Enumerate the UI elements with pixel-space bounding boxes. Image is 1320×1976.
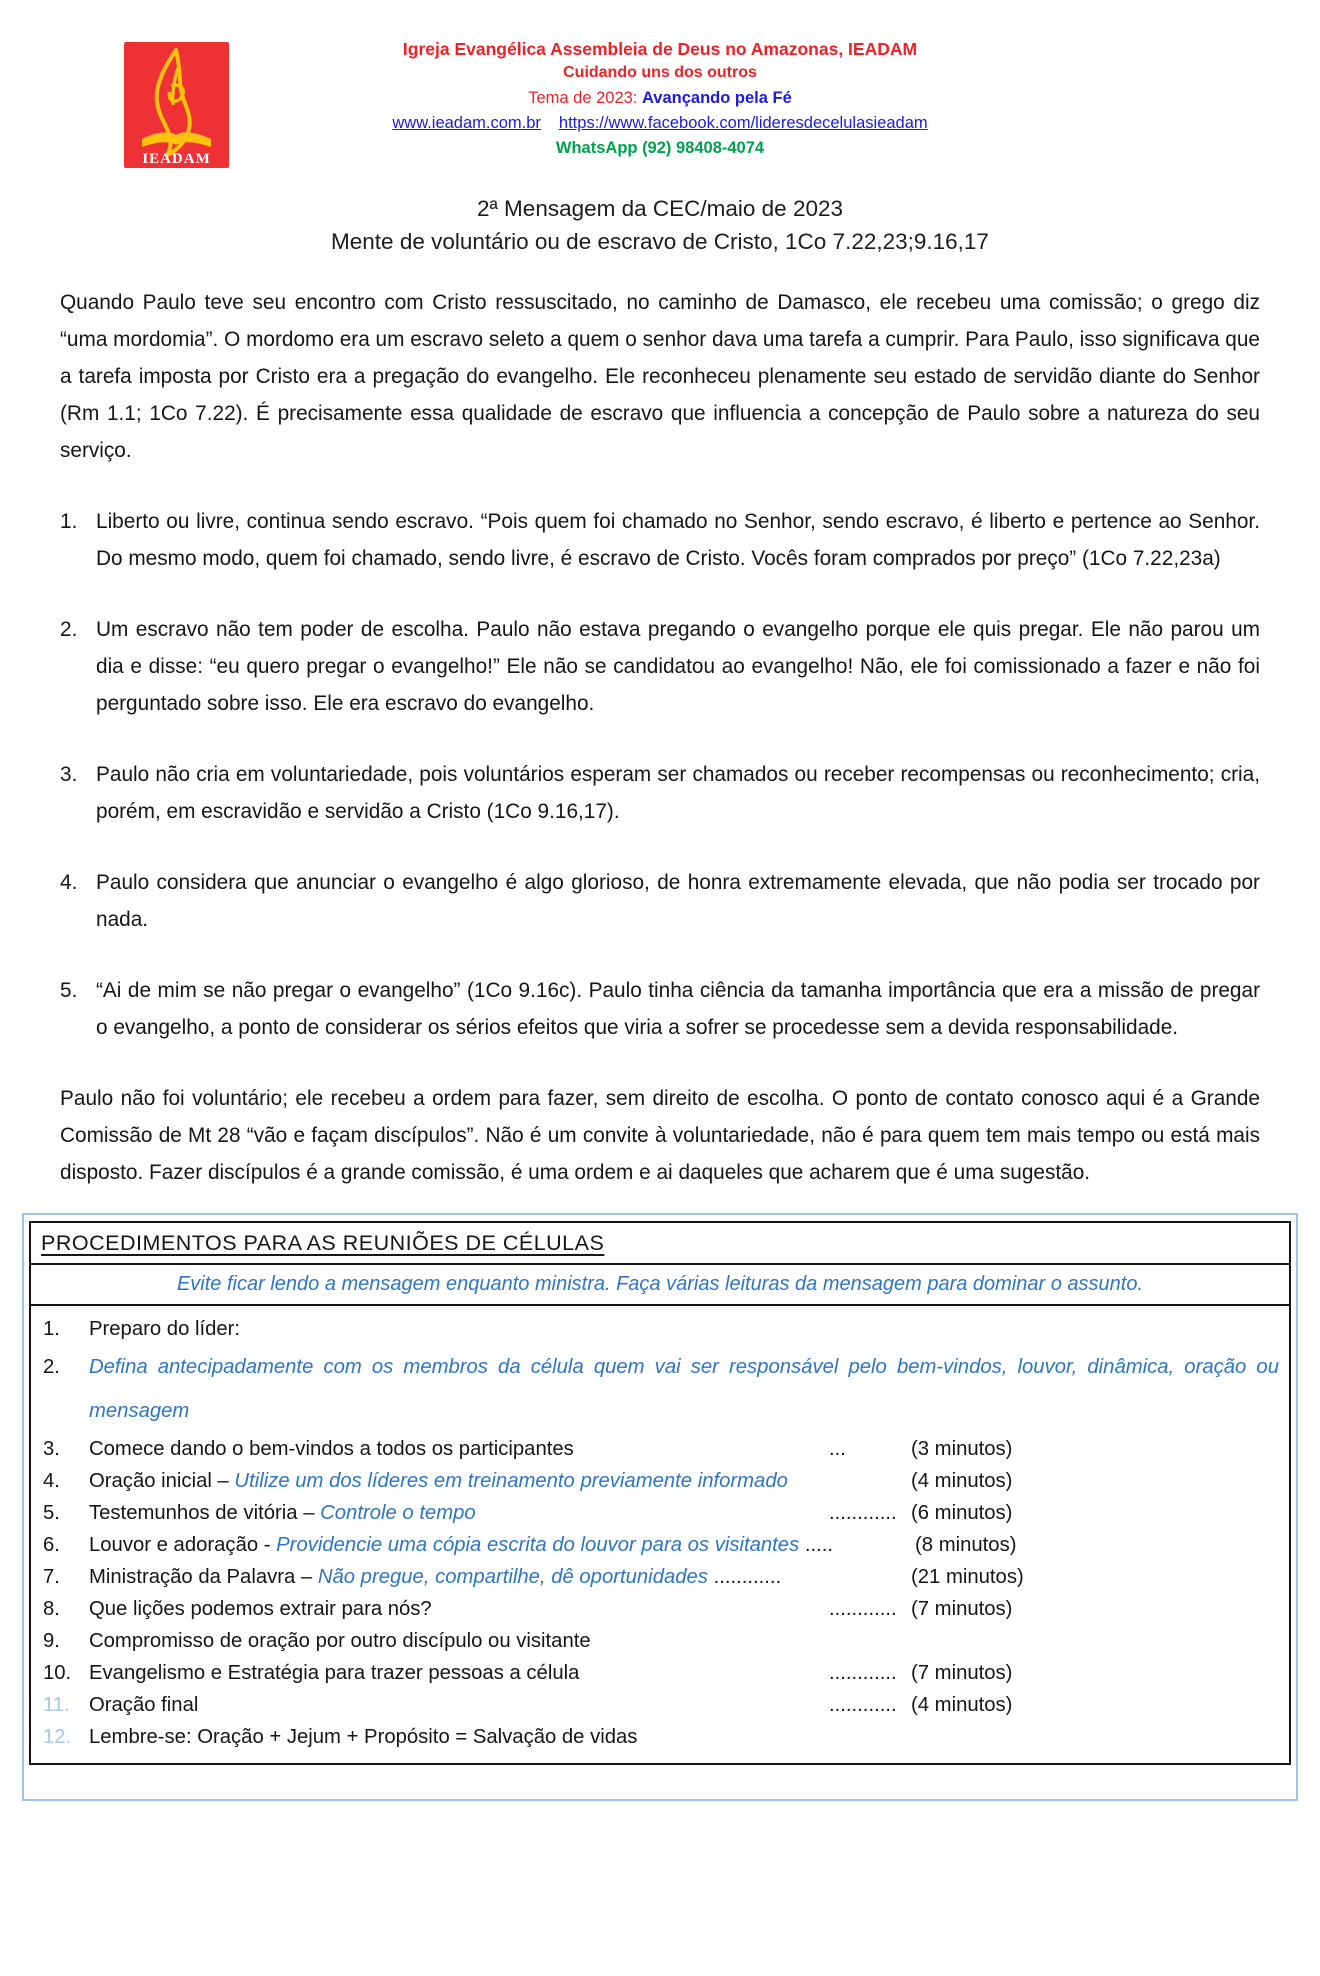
procedures-table <box>29 1221 1291 1765</box>
facebook-link[interactable]: https://www.facebook.com/lideresdecelulasieadam <box>558 114 928 132</box>
procedure-item <box>43 1345 1279 1433</box>
svg-text:IEADAM: IEADAM <box>142 151 211 167</box>
leader-dots: ............ <box>829 1598 897 1620</box>
procedure-text <box>89 1721 1279 1753</box>
procedure-item <box>43 1497 1279 1529</box>
procedure-text <box>89 1689 829 1721</box>
procedure-number: 12. <box>43 1726 72 1748</box>
procedure-note-blue: Utilize um dos líderes em treinamento previamente informado <box>234 1470 788 1492</box>
duration-label: (8 minutos) <box>915 1534 1017 1556</box>
duration-label: (3 minutos) <box>911 1438 1013 1460</box>
procedure-text-segment: Evangelismo e Estratégia para trazer pessoas a célula <box>89 1662 580 1684</box>
procedure-number: 5. <box>43 1502 60 1524</box>
procedure-text <box>89 1529 833 1561</box>
point-text: Um escravo não tem poder de escolha. Paulo não estava pregando o evangelho porque ele quis pregar. Ele não parou um dia e disse: “eu quero pregar o evangelho!” Ele não se candidatou ao evangelho! Não, ele foi comissionado a fazer e não foi perguntado sobre isso. Ele era escravo do evangelho. <box>96 618 1260 715</box>
procedure-number: 9. <box>43 1630 60 1652</box>
procedure-text <box>89 1593 829 1625</box>
procedure-item <box>43 1529 1279 1561</box>
point-number: 2. <box>60 618 78 641</box>
procedure-number: 3. <box>43 1438 60 1460</box>
procedure-text-segment: Lembre-se: Oração + Jejum + Propósito = Salvação de vidas <box>89 1726 638 1748</box>
procedure-number: 6. <box>43 1534 60 1556</box>
procedure-item <box>43 1657 1279 1689</box>
procedure-item <box>43 1433 1279 1465</box>
procedure-text-segment: Comece dando o bem-vindos a todos os participantes <box>89 1438 574 1460</box>
leader-dots: ............ <box>829 1694 897 1716</box>
procedure-text-segment: Testemunhos de vitória – <box>89 1502 321 1524</box>
website-link[interactable]: www.ieadam.com.br <box>392 114 541 132</box>
procedure-number: 8. <box>43 1598 60 1620</box>
ieadam-logo-graphic <box>124 42 229 168</box>
procedure-text <box>89 1313 1279 1345</box>
procedure-number: 1. <box>43 1318 60 1340</box>
point-number: 4. <box>60 871 78 894</box>
message-title: 2ª Mensagem da CEC/maio de 2023 <box>476 196 844 221</box>
message-subtitle: Mente de voluntário ou de escravo de Cristo, 1Co 7.22,23;9.16,17 <box>331 229 989 254</box>
point-number: 5. <box>60 979 78 1002</box>
leader-dots: ............ <box>829 1502 897 1524</box>
procedure-text-segment: Louvor e adoração - <box>89 1534 277 1556</box>
procedure-item <box>43 1313 1279 1345</box>
duration-label: (4 minutos) <box>911 1694 1013 1716</box>
procedure-text <box>89 1657 829 1689</box>
message-point <box>60 756 1260 830</box>
procedure-text-segment: Que lições podemos extrair para nós? <box>89 1598 432 1620</box>
theme-title: Avançando pela Fé <box>641 89 792 107</box>
procedures-list <box>31 1306 1289 1763</box>
procedure-text <box>89 1497 829 1529</box>
procedure-text-segment: ............ <box>707 1566 782 1588</box>
procedure-text-segment: Compromisso de oração por outro discípulo ou visitante <box>89 1630 591 1652</box>
procedure-number: 4. <box>43 1470 60 1492</box>
procedure-note-blue: Controle o tempo <box>320 1502 476 1524</box>
point-text: “Ai de mim se não pregar o evangelho” (1Co 9.16c). Paulo tinha ciência da tamanha importância que era a missão de pregar o evangelho, a ponto de considerar os sérios efeitos que viria a sofrer se procedesse sem a devida responsabilidade. <box>96 979 1260 1039</box>
procedure-text <box>89 1345 1279 1433</box>
message-point <box>60 864 1260 938</box>
procedure-text-segment: Preparo do líder: <box>89 1318 241 1340</box>
point-text: Paulo não cria em voluntariedade, pois voluntários esperam ser chamados ou receber recompensas ou reconhecimento; cria, porém, em escravidão e servidão a Cristo (1Co 9.16,17). <box>96 763 1260 823</box>
message-title-block <box>0 192 1320 258</box>
procedure-item <box>43 1465 1279 1497</box>
church-motto: Cuidando uns dos outros <box>563 64 757 81</box>
duration-label: (4 minutos) <box>911 1470 1013 1492</box>
procedure-number: 2. <box>43 1356 60 1378</box>
message-point <box>60 972 1260 1046</box>
church-header <box>0 0 1320 168</box>
point-text: Paulo considera que anunciar o evangelho é algo glorioso, de honra extremamente elevada, que não podia ser trocado por nada. <box>96 871 1260 931</box>
intro-paragraph: Quando Paulo teve seu encontro com Cristo ressuscitado, no caminho de Damasco, ele recebeu uma comissão; o grego diz “uma mordomia”. O mordomo era um escravo seleto a quem o senhor dava uma tarefa a cumprir. Para Paulo, isso significava que a tarefa imposta por Cristo era a pregação do evangelho. Ele reconheceu plenamente seu estado de servidão diante do Senhor (Rm 1.1; 1Co 7.22). É precisamente essa qualidade de escravo que influencia a concepção de Paulo sobre a natureza do seu serviço. <box>60 291 1260 462</box>
procedures-heading-text: PROCEDIMENTOS PARA AS REUNIÕES DE CÉLULAS <box>41 1231 605 1255</box>
procedure-text <box>89 1561 829 1593</box>
procedures-heading <box>31 1223 1289 1265</box>
procedure-number: 7. <box>43 1566 60 1588</box>
whatsapp-line: WhatsApp (92) 98408-4074 <box>555 139 765 157</box>
procedure-text-segment: Ministração da Palavra – <box>89 1566 318 1588</box>
procedure-item <box>43 1625 1279 1657</box>
procedure-text <box>89 1433 829 1465</box>
point-number: 3. <box>60 763 78 786</box>
procedure-number: 11. <box>43 1694 70 1716</box>
message-point <box>60 503 1260 577</box>
message-points-list <box>60 503 1260 1046</box>
message-body <box>60 284 1260 1191</box>
procedure-text <box>89 1625 1279 1657</box>
procedure-number: 10. <box>43 1662 72 1684</box>
procedure-item <box>43 1561 1279 1593</box>
procedure-note-blue: Providencie uma cópia escrita do louvor para os visitantes <box>276 1534 800 1556</box>
church-name: Igreja Evangélica Assembleia de Deus no Amazonas, IEADAM <box>402 39 918 59</box>
point-number: 1. <box>60 510 78 533</box>
message-point <box>60 611 1260 722</box>
closing-paragraph: Paulo não foi voluntário; ele recebeu a ordem para fazer, sem direito de escolha. O ponto de contato conosco aqui é a Grande Comissão de Mt 28 “vão e façam discípulos”. Não é um convite à voluntariedade, não é para quem tem mais tempo ou está mais disposto. Fazer discípulos é a grande comissão, é uma ordem e ai daqueles que acharem que é uma sugestão. <box>60 1087 1260 1184</box>
procedure-text-segment: ..... <box>799 1534 834 1556</box>
procedures-outer-box <box>22 1213 1298 1801</box>
procedure-note-blue: Defina antecipadamente com os membros da célula quem vai ser responsável pelo bem-vindos, louvor, dinâmica, oração ou mensagem <box>89 1356 1279 1422</box>
ieadam-logo <box>124 42 229 168</box>
duration-label: (21 minutos) <box>911 1566 1024 1588</box>
procedures-notice: Evite ficar lendo a mensagem enquanto ministra. Faça várias leituras da mensagem para dominar o assunto. <box>31 1265 1289 1306</box>
procedure-text-segment: Oração final <box>89 1694 199 1716</box>
procedure-text <box>89 1465 829 1497</box>
duration-label: (7 minutos) <box>911 1598 1013 1620</box>
duration-label: (7 minutos) <box>911 1662 1013 1684</box>
procedure-item <box>43 1689 1279 1721</box>
theme-prefix: Tema de 2023: <box>528 89 642 107</box>
procedure-item <box>43 1721 1279 1753</box>
point-text: Liberto ou livre, continua sendo escravo. “Pois quem foi chamado no Senhor, sendo escravo, é liberto e pertence ao Senhor. Do mesmo modo, quem foi chamado, sendo livre, é escravo de Cristo. Vocês foram comprados por preço” (1Co 7.22,23a) <box>96 510 1260 570</box>
leader-dots: ............ <box>829 1662 897 1684</box>
procedure-note-blue: Não pregue, compartilhe, dê oportunidades <box>317 1566 708 1588</box>
leader-dots: ... <box>829 1438 846 1460</box>
duration-label: (6 minutos) <box>911 1502 1013 1524</box>
procedure-text-segment: Oração inicial – <box>89 1470 235 1492</box>
procedure-item <box>43 1593 1279 1625</box>
